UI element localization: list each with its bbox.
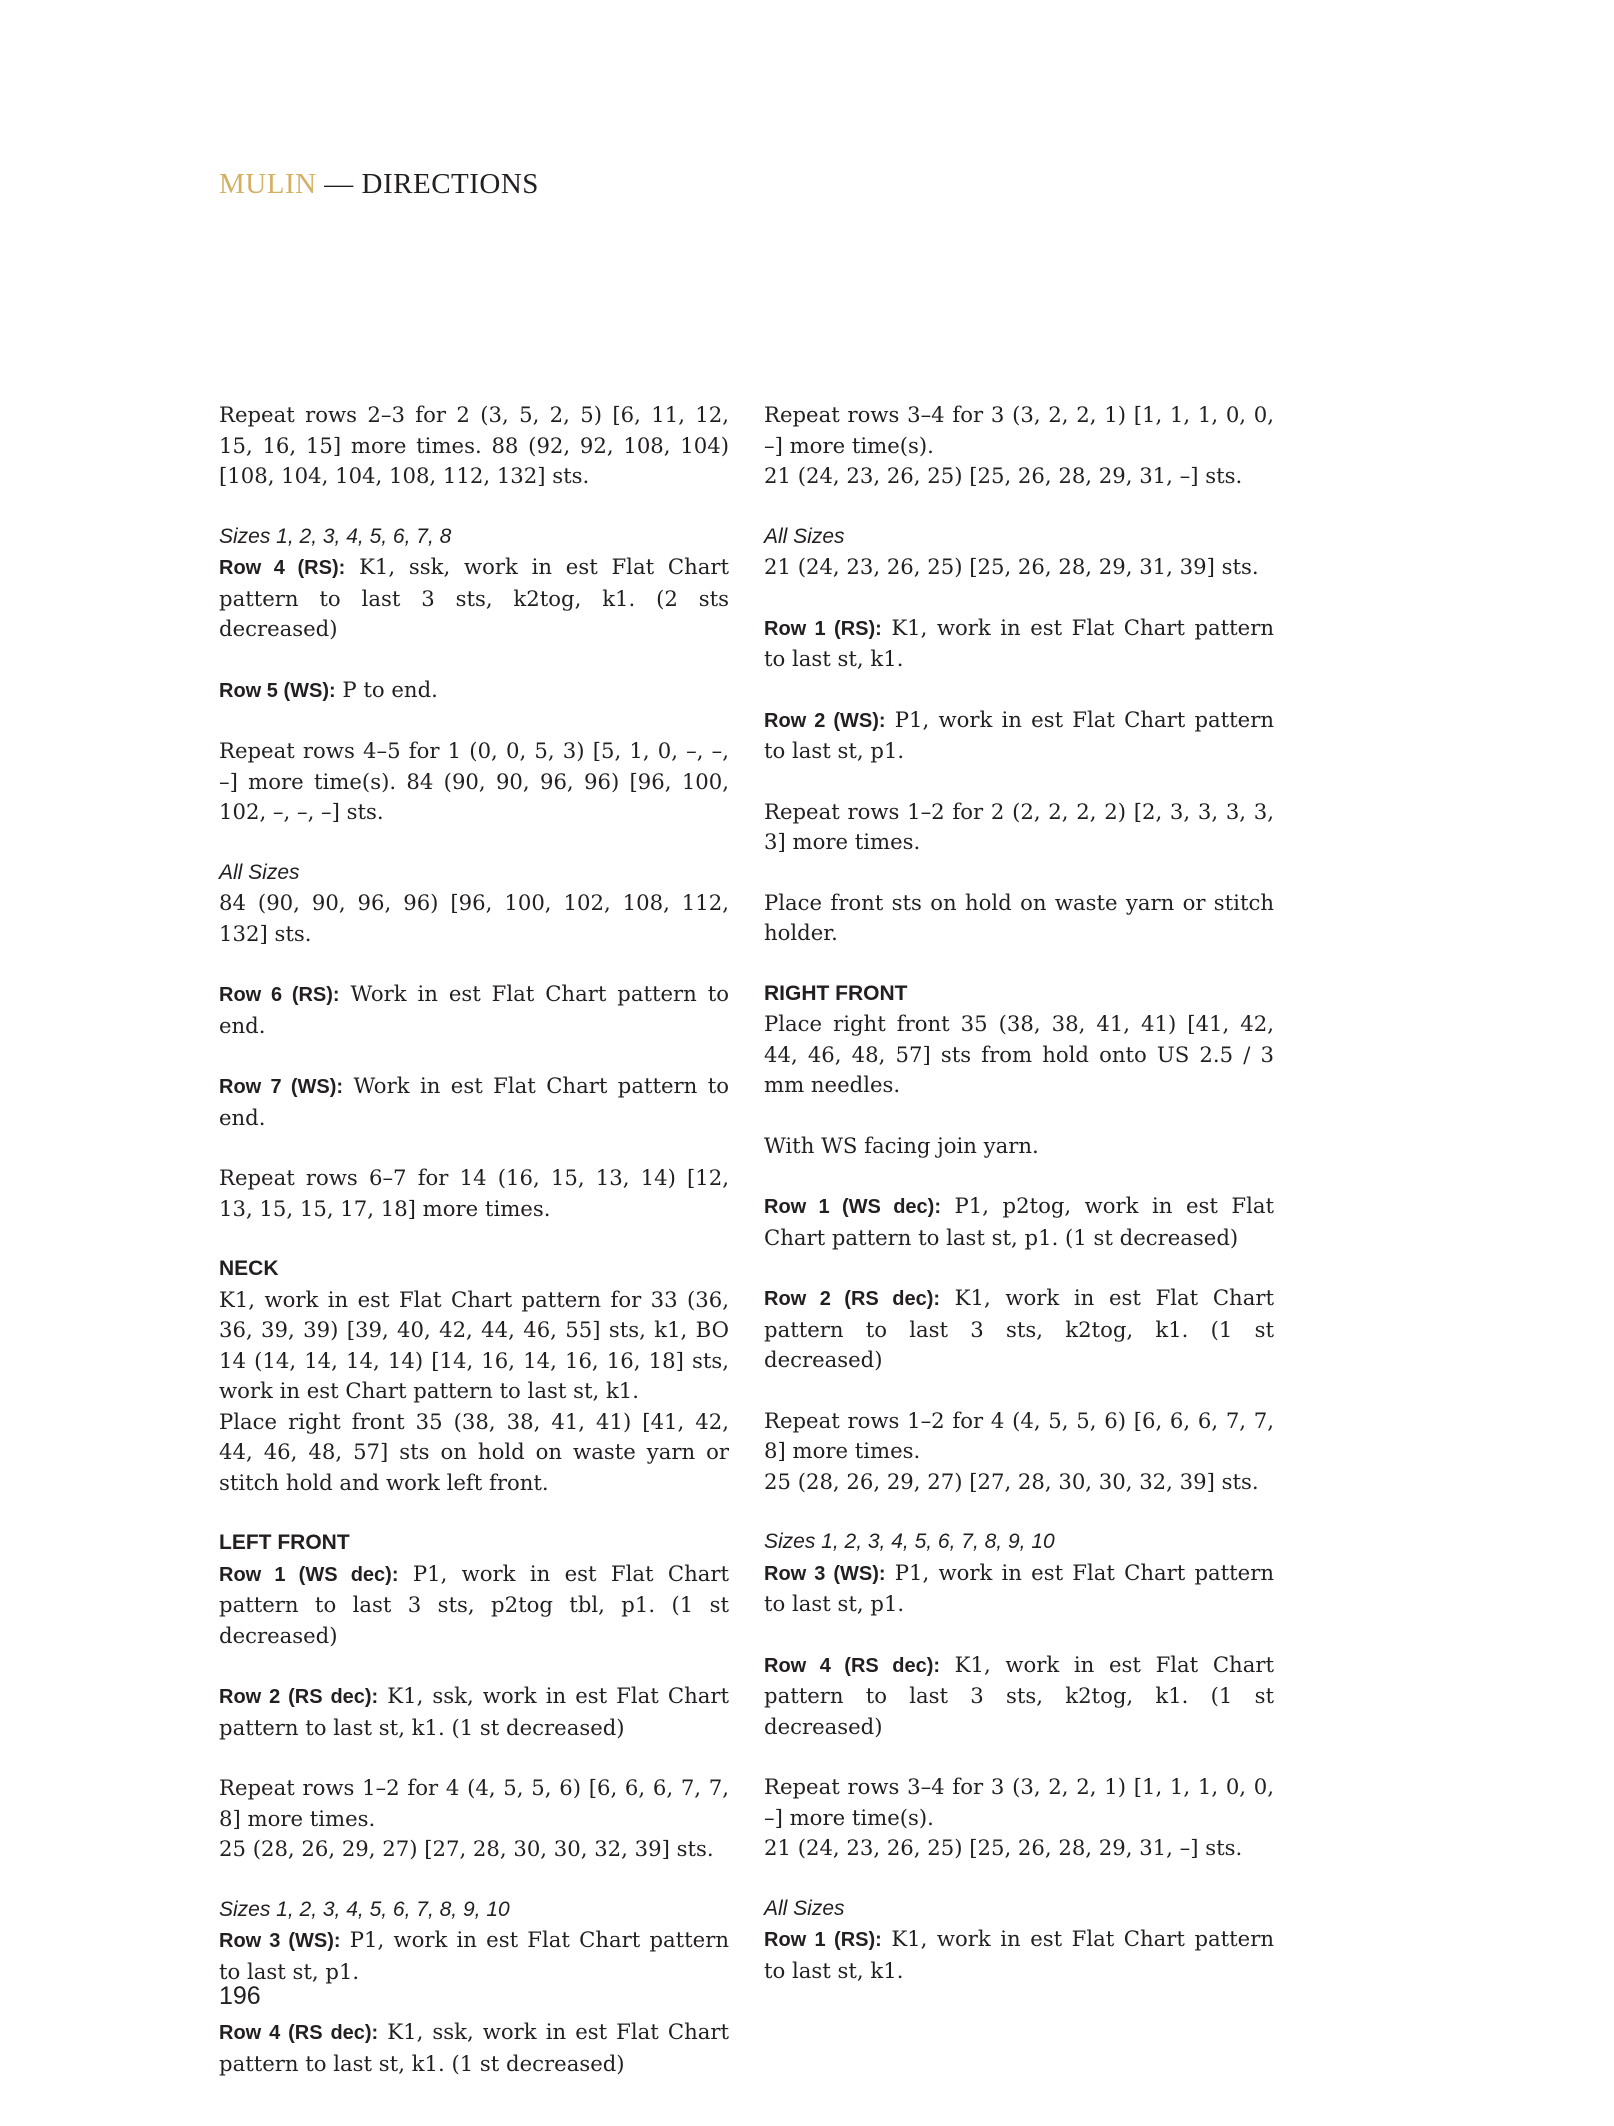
row-label: Row 1 (WS dec): [219,1563,399,1586]
paragraph: Place front sts on hold on waste yarn or stitch holder. [764,889,1274,945]
row-label: Row 1 (RS): [764,617,882,640]
sizes-subheading: Sizes 1, 2, 3, 4, 5, 6, 7, 8, 9, 10 [764,1530,1055,1553]
section-heading-neck: NECK [219,1257,279,1280]
row-instruction: Row 1 (WS dec): P1, work in est Flat Chart pattern to last 3 sts, p2tog tbl, p1. (1 st decreased) [219,1560,729,1648]
row-instruction: Row 3 (WS): P1, work in est Flat Chart pattern to last st, p1. [219,1927,729,1984]
row-label: Row 1 (RS): [764,1929,882,1951]
row-instruction: Row 2 (RS dec): K1, work in est Flat Chart pattern to last 3 sts, k2tog, k1. (1 st decreased) [764,1285,1274,1372]
row-label: Row 4 (RS): [219,557,346,579]
row-label: Row 3 (WS): [219,1930,341,1952]
sizes-subheading: All Sizes [764,1896,845,1920]
sizes-subheading: Sizes 1, 2, 3, 4, 5, 6, 7, 8 [219,524,452,548]
row-label: Row 5 (WS): [219,679,336,702]
row-instruction: Row 4 (RS): K1, ssk, work in est Flat Chart pattern to last 3 sts, k2tog, k1. (2 sts decreased) [219,554,730,641]
paragraph: K1, work in est Flat Chart pattern for 33 (36, 36, 39, 39) [39, 40, 42, 44, 46, 55] sts, k1, BO 14 (14, 14, 14, 14) [14, 16, 14, 16, 16, 18] sts, work in est Chart pattern to last st, k1. [219,1286,729,1403]
row-label: Row 3 (WS): [764,1562,886,1585]
paragraph: Repeat rows 6–7 for 14 (16, 15, 13, 14) [12, 13, 15, 15, 17, 18] more times. [219,1165,729,1221]
row-instruction: Row 3 (WS): P1, work in est Flat Chart pattern to last st, p1. [764,1559,1274,1616]
pattern-name: MULIN [219,168,317,200]
header-separator: — [316,168,362,200]
paragraph: Place right front 35 (38, 38, 41, 41) [41, 42, 44, 46, 48, 57] sts on hold on waste yarn or stitch hold and work left front. [219,1408,729,1495]
section-title: DIRECTIONS [361,168,539,200]
row-label: Row 1 (WS dec): [764,1196,942,1218]
section-heading-left-front: LEFT FRONT [219,1531,350,1554]
paragraph: Repeat rows 1–2 for 2 (2, 2, 2, 2) [2, 3, 3, 3, 3, 3] more times. [764,798,1274,854]
paragraph: 84 (90, 90, 96, 96) [96, 100, 102, 108, 112, 132] sts. [219,890,729,946]
row-label: Row 4 (RS dec): [219,2022,379,2044]
row-label: Row 7 (WS): [219,1076,344,1098]
row-label: Row 2 (RS dec): [764,1288,941,1310]
paragraph: 21 (24, 23, 26, 25) [25, 26, 28, 29, 31, –] sts. [764,1835,1243,1860]
left-column [219,400,729,2109]
row-instruction: Row 6 (RS): Work in est Flat Chart pattern to end. [219,981,729,1038]
row-instruction: Row 5 (WS): P to end. [219,676,438,702]
paragraph: Repeat rows 3–4 for 3 (3, 2, 2, 1) [1, 1, 1, 0, 0, –] more time(s). [764,402,1274,458]
row-instruction: Row 2 (WS): P1, work in est Flat Chart pattern to last st, p1. [764,706,1274,763]
page-header [219,168,539,201]
row-instruction: Row 2 (RS dec): K1, ssk, work in est Flat Chart pattern to last st, k1. (1 st decreased) [219,1683,729,1740]
paragraph: 25 (28, 26, 29, 27) [27, 28, 30, 30, 32, 39] sts. [219,1836,714,1861]
section-heading-right-front: RIGHT FRONT [764,981,908,1005]
paragraph: Repeat rows 1–2 for 4 (4, 5, 5, 6) [6, 6, 6, 7, 7, 8] more times. [764,1407,1274,1463]
paragraph: 21 (24, 23, 26, 25) [25, 26, 28, 29, 31, 39] sts. [764,554,1259,579]
row-instruction: Row 1 (WS dec): P1, p2tog, work in est Flat Chart pattern to last st, p1. (1 st decreased) [764,1193,1275,1250]
paragraph: Place right front 35 (38, 38, 41, 41) [41, 42, 44, 46, 48, 57] sts from hold onto US 2.5 / 3 mm needles. [764,1011,1274,1097]
row-instruction: Row 7 (WS): Work in est Flat Chart pattern to end. [219,1073,729,1130]
right-column [764,400,1274,2016]
page-number: 196 [219,1982,261,2010]
row-instruction: Row 4 (RS dec): K1, ssk, work in est Flat Chart pattern to last st, k1. (1 st decreased) [219,2019,729,2076]
paragraph: With WS facing join yarn. [764,1132,1039,1158]
row-instruction: Row 1 (RS): K1, work in est Flat Chart pattern to last st, k1. [764,614,1274,671]
paragraph: Repeat rows 4–5 for 1 (0, 0, 5, 3) [5, 1, 0, –, –, –] more time(s). 84 (90, 90, 96, 96) [96, 100, 102, –, –, –] sts. [219,738,729,824]
row-label: Row 6 (RS): [219,984,340,1006]
row-instruction: Row 1 (RS): K1, work in est Flat Chart pattern to last st, k1. [764,1926,1274,1983]
row-instruction: Row 4 (RS dec): K1, work in est Flat Chart pattern to last 3 sts, k2tog, k1. (1 st decreased) [764,1651,1274,1739]
sizes-subheading: All Sizes [219,860,300,884]
row-label: Row 2 (RS dec): [219,1686,379,1708]
paragraph: Repeat rows 2–3 for 2 (3, 5, 2, 5) [6, 11, 12, 15, 16, 15] more times. 88 (92, 92, 108, 104) [108, 104, 104, 108, 112, 132] sts. [219,402,729,488]
paragraph: Repeat rows 1–2 for 4 (4, 5, 5, 6) [6, 6, 6, 7, 7, 8] more times. [219,1775,729,1831]
sizes-subheading: All Sizes [764,524,845,548]
paragraph: Repeat rows 3–4 for 3 (3, 2, 2, 1) [1, 1, 1, 0, 0, –] more time(s). [764,1774,1274,1830]
row-label: Row 4 (RS dec): [764,1654,941,1677]
row-label: Row 2 (WS): [764,709,886,732]
paragraph: 25 (28, 26, 29, 27) [27, 28, 30, 30, 32, 39] sts. [764,1468,1259,1494]
sizes-subheading: Sizes 1, 2, 3, 4, 5, 6, 7, 8, 9, 10 [219,1897,510,1921]
paragraph: 21 (24, 23, 26, 25) [25, 26, 28, 29, 31, –] sts. [764,463,1243,488]
